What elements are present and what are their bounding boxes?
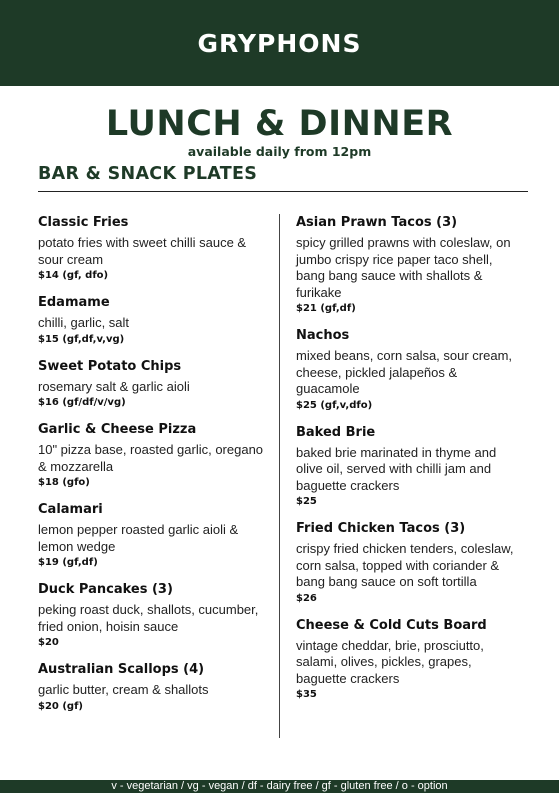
menu-item xyxy=(296,617,524,703)
menu-column-right xyxy=(296,214,524,713)
menu-item-price: $26 xyxy=(296,592,317,604)
menu-item-description: lemon pepper roasted garlic aioli & lemon wedge xyxy=(38,522,239,554)
menu-item-name: Edamame xyxy=(38,295,110,310)
menu-item-description: rosemary salt & garlic aioli xyxy=(38,378,190,394)
menu-item-name: Fried Chicken Tacos (3) xyxy=(296,521,466,536)
menu-item-name: Sweet Potato Chips xyxy=(38,358,182,374)
menu-item xyxy=(38,661,266,714)
brand-header-bar xyxy=(0,0,559,86)
menu-item xyxy=(296,520,524,606)
menu-item-price: $25 xyxy=(296,496,317,507)
menu-item xyxy=(296,214,524,316)
menu-item xyxy=(38,581,266,650)
dietary-legend: v - vegetarian / vg - vegan / df - dairy free / gf - gluten free / o - option xyxy=(111,780,448,792)
menu-item-description: vintage cheddar, brie, prosciutto, salami, olives, pickles, grapes, baguette crackers xyxy=(296,637,484,686)
menu-item-description: peking roast duck, shallots, cucumber, fried onion, hoisin sauce xyxy=(38,602,259,634)
menu-item-price: $14 (gf, dfo) xyxy=(38,270,109,281)
menu-item-name: Duck Pancakes (3) xyxy=(38,582,173,597)
menu-item-price: $20 xyxy=(38,637,59,648)
dietary-legend-bar xyxy=(0,780,559,793)
menu-item xyxy=(38,501,266,570)
menu-item-description: garlic butter, cream & shallots xyxy=(38,682,209,697)
menu-item-description: 10" pizza base, roasted garlic, oregano & mozzarella xyxy=(38,442,264,474)
menu-availability: available daily from 12pm xyxy=(187,144,372,159)
menu-item-description: crispy fried chicken tenders, coleslaw, corn salsa, topped with coriander & bang bang sauce on soft tortilla xyxy=(296,541,514,589)
menu-item-name: Australian Scallops (4) xyxy=(38,662,205,677)
menu-item-name: Calamari xyxy=(38,502,103,517)
menu-item xyxy=(38,358,266,411)
menu-item-name: Asian Prawn Tacos (3) xyxy=(296,215,458,230)
menu-item-name: Nachos xyxy=(296,328,350,343)
menu-item-description: chilli, garlic, salt xyxy=(38,315,130,330)
menu-item-name: Baked Brie xyxy=(296,424,376,440)
menu-item-price: $21 (gf,df) xyxy=(296,303,356,314)
menu-item xyxy=(38,421,266,490)
column-divider xyxy=(279,214,280,738)
menu-item xyxy=(296,327,524,413)
section-title: BAR & SNACK PLATES xyxy=(38,164,258,184)
menu-item-name: Classic Fries xyxy=(38,215,129,230)
menu-item-price: $25 (gf,v,dfo) xyxy=(296,399,373,411)
menu-item-price: $15 (gf,df,v,vg) xyxy=(38,333,125,345)
menu-item-description: mixed beans, corn salsa, sour cream, cheese, pickled jalapeños & guacamole xyxy=(296,348,513,396)
menu-item-name: Garlic & Cheese Pizza xyxy=(38,422,197,437)
menu-item-description: potato fries with sweet chilli sauce & sour cream xyxy=(38,235,247,267)
menu-item-price: $18 (gfo) xyxy=(38,477,90,488)
menu-item xyxy=(38,294,266,347)
menu-column-left xyxy=(38,214,266,725)
menu-item-name: Cheese & Cold Cuts Board xyxy=(296,617,487,633)
menu-item-description: baked brie marinated in thyme and olive oil, served with chilli jam and baguette crackers xyxy=(296,444,497,493)
menu-item-description: spicy grilled prawns with coleslaw, on jumbo crispy rice paper taco shell, bang bang sauce with shallots & furikake xyxy=(296,235,511,300)
menu-item-price: $35 xyxy=(296,689,317,700)
menu-item xyxy=(296,424,524,510)
menu-item-price: $16 (gf/df/v/vg) xyxy=(38,397,126,408)
menu-title: LUNCH & DINNER xyxy=(105,104,454,144)
menu-item-price: $19 (gf,df) xyxy=(38,557,98,568)
menu-item-price: $20 (gf) xyxy=(38,700,84,712)
menu-item xyxy=(38,214,266,283)
brand-name: GRYPHONS xyxy=(197,28,362,58)
section-divider xyxy=(38,191,528,192)
